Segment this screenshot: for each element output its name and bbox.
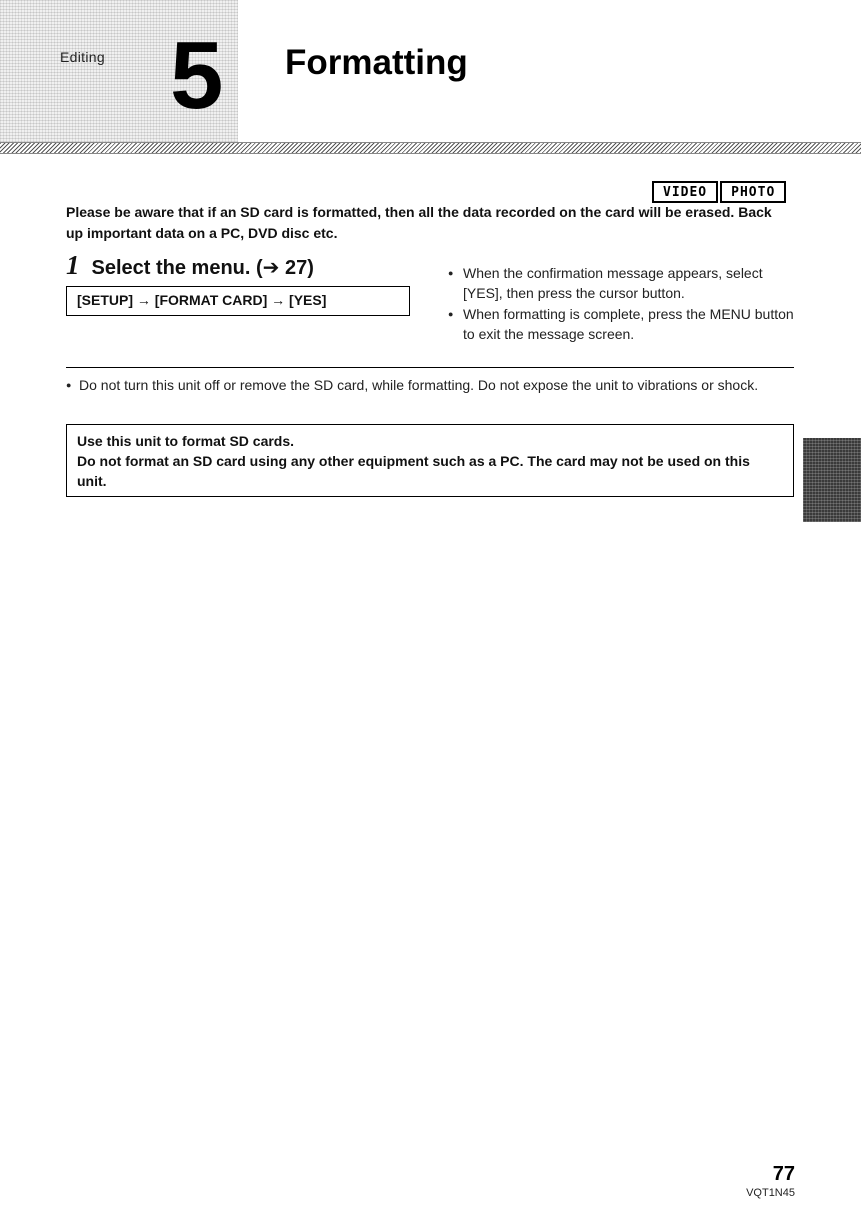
notice-line-1: Use this unit to format SD cards.	[77, 433, 295, 449]
menu-path-box: [SETUP] → [FORMAT CARD] → [YES]	[66, 286, 410, 316]
section-header-block	[0, 0, 238, 148]
notice-box	[66, 424, 794, 497]
model-code: VQT1N45	[746, 1187, 795, 1199]
caution-list	[66, 374, 796, 396]
step-note-confirm: ● When the confirmation message appears, select [YES], then press the cursor button.	[448, 263, 800, 303]
chapter-number: 5	[170, 22, 224, 129]
page-number: 77	[772, 1163, 795, 1185]
chapter-side-tab	[803, 438, 861, 522]
step-number: 1	[66, 250, 80, 280]
step-note-complete: ● When formatting is complete, press the MENU button to exit the message screen.	[448, 304, 800, 344]
page-title: Formatting	[285, 43, 468, 82]
header-divider	[0, 142, 861, 154]
step-heading	[66, 250, 314, 281]
step-title: Select the menu. (➔ 27)	[91, 257, 314, 279]
photo-mode-badge: PHOTO	[720, 181, 786, 203]
section-label: Editing	[60, 49, 105, 65]
notice-line-2: Do not format an SD card using any other equipment such as a PC. The card may not be used on this unit.	[77, 453, 750, 489]
video-mode-badge: VIDEO	[652, 181, 718, 203]
mode-badges	[652, 181, 786, 203]
step-notes	[448, 263, 800, 345]
format-warning: Please be aware that if an SD card is formatted, then all the data recorded on the card will be erased. Back up important data on a PC, DVD disc etc.	[66, 204, 772, 241]
step-divider	[66, 367, 794, 368]
caution-note: ● Do not turn this unit off or remove the SD card, while formatting. Do not expose the unit to vibrations or shock.	[79, 374, 796, 396]
